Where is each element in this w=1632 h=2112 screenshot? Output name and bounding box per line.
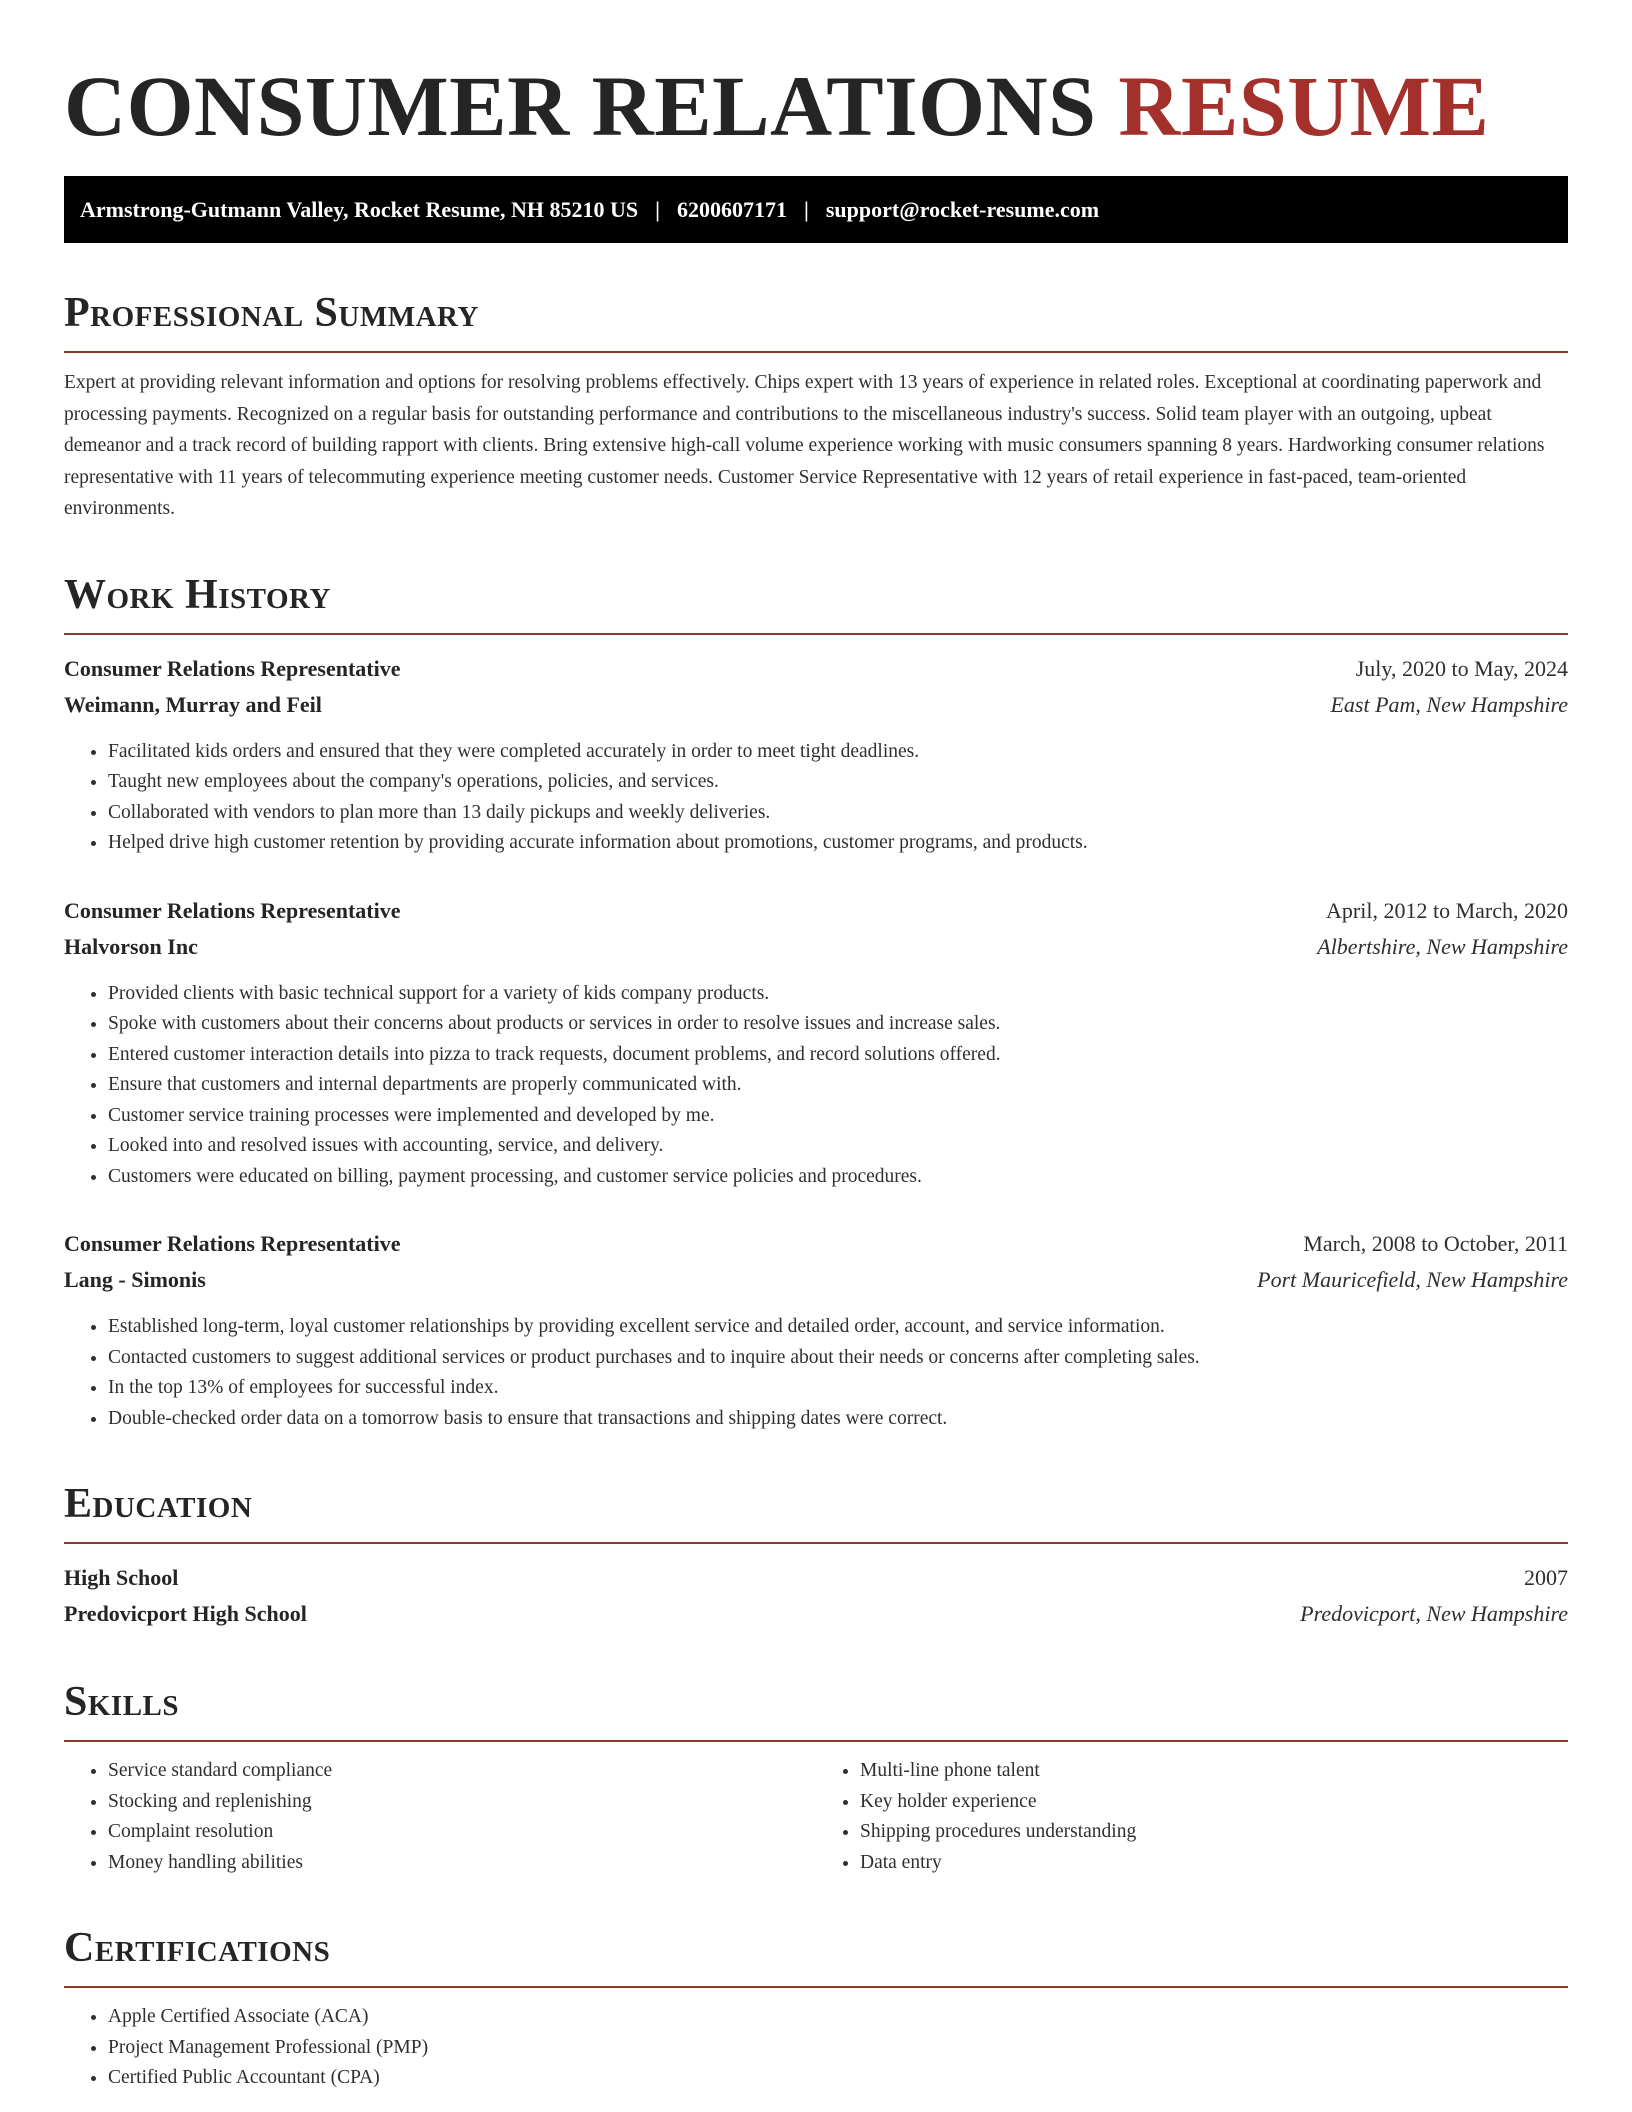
job-location: East Pam, New Hampshire: [1330, 691, 1568, 717]
skill-item: • Key holder experience: [860, 1787, 1568, 1818]
skills-list-right: [816, 1756, 1568, 1878]
education-entry: [64, 1560, 1568, 1632]
work-history-section: [64, 569, 1568, 1435]
education-section: [64, 1478, 1568, 1632]
job-title: Consumer Relations Representative: [64, 1231, 401, 1256]
education-header-row: [64, 1560, 1568, 1596]
list-item: • Contacted customers to suggest additional services or product purchases and to inquire about their needs or concerns after completing sales.: [108, 1343, 1568, 1374]
job-company: Halvorson Inc: [64, 933, 198, 959]
section-heading: Skills: [64, 1679, 180, 1725]
skill-item: • Shipping procedures understanding: [860, 1817, 1568, 1848]
skill-item: • Multi-line phone talent: [860, 1756, 1568, 1787]
list-item: • Double-checked order data on a tomorrow basis to ensure that transactions and shipping dates were correct.: [108, 1404, 1568, 1435]
list-item: • Established long-term, loyal customer relationships by providing excellent service and detailed order, account, and service information.: [108, 1312, 1568, 1343]
education-school-row: [64, 1596, 1568, 1632]
skills-list-left: [64, 1756, 816, 1878]
job-company-row: [64, 1262, 1568, 1298]
contact-bar: [64, 176, 1568, 243]
section-divider: [64, 1740, 1568, 1742]
list-item: • Helped drive high customer retention by providing accurate information about promotions, customer programs, and products.: [108, 828, 1568, 859]
section-heading: Education: [64, 1481, 253, 1527]
list-item: • Entered customer interaction details into pizza to track requests, document problems, and record solutions offered.: [108, 1040, 1568, 1071]
job-duties-list: [64, 979, 1568, 1193]
summary-text: Expert at providing relevant information and options for resolving problems effectively. Chips expert with 13 years of experience in related roles. Exceptional at coordinating paperwork and processing payments. Recognized on a regular basis for outstanding performance and contributions to the miscellaneous industry's success. Solid team player with an outgoing, upbeat demeanor and a track record of building rapport with clients. Bring extensive high-call volume experience working with music consumers spanning 8 years. Hardworking consumer relations representative with 11 years of telecommuting experience meeting customer needs. Customer Service Representative with 12 years of retail experience in fast-paced, team-oriented environments.: [64, 372, 1545, 519]
skill-item: • Money handling abilities: [108, 1848, 816, 1879]
section-divider: [64, 1986, 1568, 1988]
list-item: • Spoke with customers about their concerns about products or services in order to resolve issues and increase sales.: [108, 1009, 1568, 1040]
list-item: • Ensure that customers and internal departments are properly communicated with.: [108, 1070, 1568, 1101]
section-heading: Work History: [64, 571, 331, 618]
list-item: • Facilitated kids orders and ensured that they were completed accurately in order to meet tight deadlines.: [108, 737, 1568, 768]
list-item: • Collaborated with vendors to plan more than 13 daily pickups and weekly deliveries.: [108, 798, 1568, 829]
job-company: Weimann, Murray and Feil: [64, 691, 322, 717]
certification-item: • Certified Public Accountant (CPA): [108, 2063, 1568, 2094]
skills-columns: [64, 1756, 1568, 1878]
contact-address: Armstrong-Gutmann Valley, Rocket Resume, NH 85210 US: [80, 196, 639, 222]
resume-title: [64, 56, 1568, 156]
job-company-row: [64, 929, 1568, 965]
job-header-row: [64, 893, 1568, 929]
job-location: Port Mauricefield, New Hampshire: [1257, 1267, 1568, 1292]
job-title: Consumer Relations Representative: [64, 897, 401, 923]
contact-phone[interactable]: 6200607171: [677, 196, 788, 222]
education-year: 2007: [1524, 1565, 1568, 1590]
list-item: • Taught new employees about the company's operations, policies, and services.: [108, 767, 1568, 798]
skill-item: • Complaint resolution: [108, 1817, 816, 1848]
job-duties-list: [64, 737, 1568, 859]
certifications-section: [64, 1922, 1568, 2094]
section-divider: [64, 351, 1568, 353]
list-item: • Provided clients with basic technical support for a variety of kids company products.: [108, 979, 1568, 1010]
summary-section: [64, 287, 1568, 525]
skills-section: [64, 1676, 1568, 1878]
job-duties-list: [64, 1312, 1568, 1434]
education-degree: High School: [64, 1565, 179, 1590]
certification-item: • Apple Certified Associate (ACA): [108, 2002, 1568, 2033]
section-heading: Certifications: [64, 1925, 331, 1971]
job-header-row: [64, 1226, 1568, 1262]
education-location: Predovicport, New Hampshire: [1300, 1601, 1568, 1626]
contact-separator: |: [655, 196, 661, 222]
job-entry: [64, 893, 1568, 1193]
job-company: Lang - Simonis: [64, 1267, 206, 1292]
job-company-row: [64, 687, 1568, 723]
contact-email[interactable]: support@rocket-resume.com: [825, 196, 1100, 222]
skill-item: • Data entry: [860, 1848, 1568, 1879]
certification-item: • Project Management Professional (PMP): [108, 2033, 1568, 2064]
list-item: • Looked into and resolved issues with accounting, service, and delivery.: [108, 1131, 1568, 1162]
section-divider: [64, 1542, 1568, 1544]
job-title: Consumer Relations Representative: [64, 655, 401, 681]
title-accent: RESUME: [1118, 58, 1490, 154]
list-item: • Customer service training processes were implemented and developed by me.: [108, 1101, 1568, 1132]
list-item: • In the top 13% of employees for successful index.: [108, 1373, 1568, 1404]
job-dates: March, 2008 to October, 2011: [1303, 1231, 1568, 1256]
job-entry: [64, 1226, 1568, 1434]
job-entry: [64, 651, 1568, 859]
certifications-list: [64, 2002, 1568, 2094]
section-divider: [64, 633, 1568, 635]
skill-item: • Service standard compliance: [108, 1756, 816, 1787]
title-main: CONSUMER RELATIONS: [64, 58, 1097, 154]
list-item: • Customers were educated on billing, payment processing, and customer service policies and procedures.: [108, 1162, 1568, 1193]
skill-item: • Stocking and replenishing: [108, 1787, 816, 1818]
contact-separator: |: [804, 196, 809, 222]
section-heading: Professional Summary: [64, 290, 479, 336]
job-header-row: [64, 651, 1568, 687]
job-dates: July, 2020 to May, 2024: [1355, 655, 1568, 681]
job-dates: April, 2012 to March, 2020: [1326, 897, 1568, 923]
job-location: Albertshire, New Hampshire: [1317, 933, 1568, 959]
education-school: Predovicport High School: [64, 1601, 307, 1626]
